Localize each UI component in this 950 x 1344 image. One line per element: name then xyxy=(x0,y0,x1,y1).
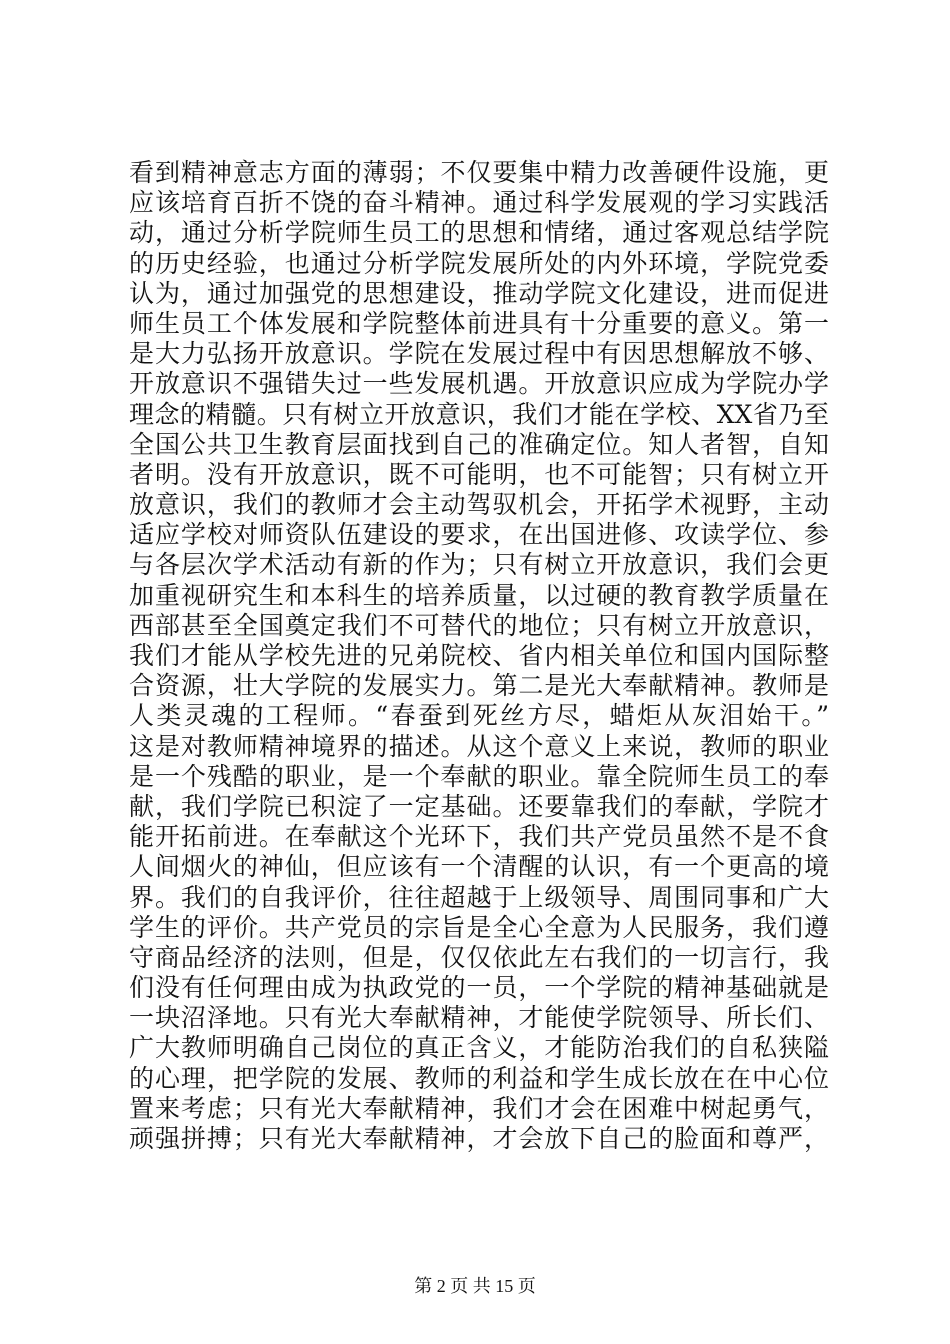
text-line: 全国公共卫生教育层面找到自己的准确定位。知人者智，自知 xyxy=(129,429,829,459)
text-line: 者明。没有开放意识，既不可能明，也不可能智；只有树立开 xyxy=(129,459,829,489)
text-line: 是一个残酷的职业，是一个奉献的职业。靠全院师生员工的奉 xyxy=(129,761,829,791)
text-line: 看到精神意志方面的薄弱；不仅要集中精力改善硬件设施，更 xyxy=(129,158,829,187)
text-line: 人类灵魂的工程师。“春蚕到死丝方尽，蜡炬从灰泪始干。” xyxy=(129,701,829,731)
page-footer: 第 2 页 共 15 页 xyxy=(414,1276,536,1296)
text-line: 适应学校对师资队伍建设的要求，在出国进修、攻读学位、参 xyxy=(129,520,829,550)
text-line: 的心理，把学院的发展、教师的利益和学生成长放在在中心位 xyxy=(129,1063,829,1093)
text-line: 的历史经验，也通过分析学院发展所处的内外环境，学院党委 xyxy=(129,248,829,278)
text-line: 置来考虑；只有光大奉献精神，我们才会在困难中树起勇气， xyxy=(129,1093,829,1123)
text-line: 界。我们的自我评价，往往超越于上级领导、周围同事和广大 xyxy=(129,882,829,912)
text-line: 能开拓前进。在奉献这个光环下，我们共产党员虽然不是不食 xyxy=(129,822,829,852)
text-line: 理念的精髓。只有树立开放意识，我们才能在学校、XX省乃至 xyxy=(129,399,829,429)
text-line: 献，我们学院已积淀了一定基础。还要靠我们的奉献，学院才 xyxy=(129,791,829,821)
text-line: 顽强拼搏；只有光大奉献精神，才会放下自己的脸面和尊严， xyxy=(129,1124,829,1153)
text-line: 放意识，我们的教师才会主动驾驭机会，开拓学术视野，主动 xyxy=(129,490,829,520)
text-line: 加重视研究生和本科生的培养质量，以过硬的教育教学质量在 xyxy=(129,580,829,610)
text-line: 认为，通过加强党的思想建设，推动学院文化建设，进而促进 xyxy=(129,278,829,308)
body-text xyxy=(129,158,829,1154)
text-line: 是大力弘扬开放意识。学院在发展过程中有因思想解放不够、 xyxy=(129,339,829,369)
text-line: 师生员工个体发展和学院整体前进具有十分重要的意义。第一 xyxy=(129,308,829,338)
text-line: 动，通过分析学院师生员工的思想和情绪，通过客观总结学院 xyxy=(129,218,829,248)
text-line: 我们才能从学校先进的兄弟院校、省内相关单位和国内国际整 xyxy=(129,641,829,670)
text-line: 合资源，壮大学院的发展实力。第二是光大奉献精神。教师是 xyxy=(129,671,829,701)
text-line: 守商品经济的法则，但是，仅仅依此左右我们的一切言行，我 xyxy=(129,942,829,972)
text-line: 开放意识不强错失过一些发展机遇。开放意识应成为学院办学 xyxy=(129,369,829,399)
text-line: 们没有任何理由成为执政党的一员，一个学院的精神基础就是 xyxy=(129,973,829,1003)
text-line: 这是对教师精神境界的描述。从这个意义上来说，教师的职业 xyxy=(129,731,829,761)
text-line: 广大教师明确自己岗位的真正含义，才能防治我们的自私狭隘 xyxy=(129,1033,829,1063)
text-line: 一块沼泽地。只有光大奉献精神，才能使学院领导、所长们、 xyxy=(129,1003,829,1033)
text-line: 与各层次学术活动有新的作为；只有树立开放意识，我们会更 xyxy=(129,550,829,580)
text-line: 学生的评价。共产党员的宗旨是全心全意为人民服务，我们遵 xyxy=(129,912,829,942)
text-line: 应该培育百折不饶的奋斗精神。通过科学发展观的学习实践活 xyxy=(129,188,829,218)
text-line: 西部甚至全国奠定我们不可替代的地位；只有树立开放意识， xyxy=(129,610,829,640)
text-line: 人间烟火的神仙，但应该有一个清醒的认识，有一个更高的境 xyxy=(129,852,829,882)
